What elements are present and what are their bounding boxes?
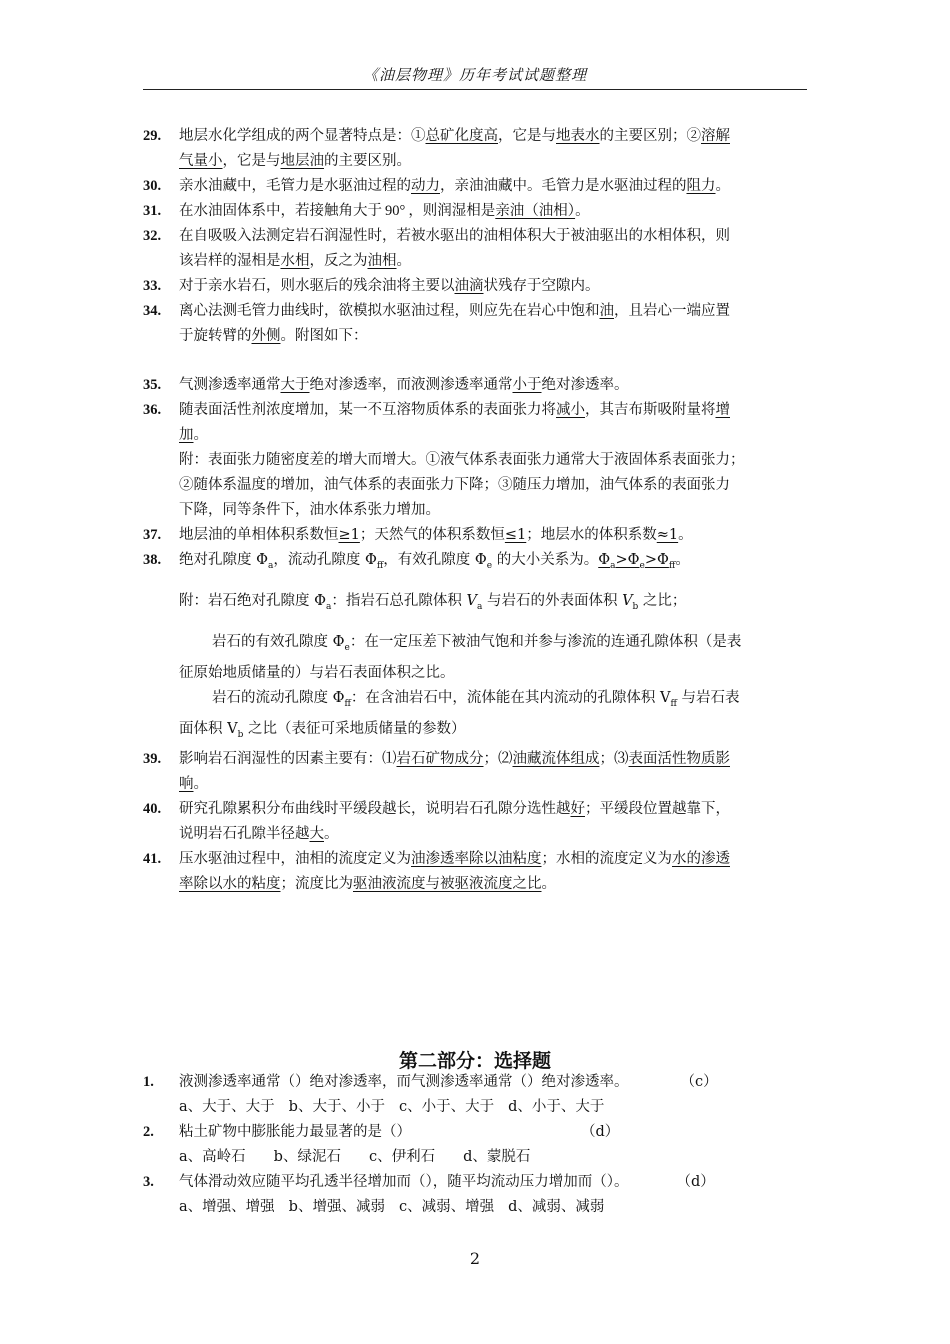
question-number: 40. [143,801,162,818]
question-text: 压水驱油过程中，油相的流度定义为 [179,851,411,868]
fill-in-section [143,124,807,897]
answer-key: （d） [676,1174,715,1190]
option: d、减弱、减弱 [508,1199,605,1215]
subscript: b [237,729,244,740]
answer: 油相 [367,253,397,269]
question-32 [143,224,807,274]
answer: 动力 [411,178,440,194]
math-symbol: V [622,592,633,609]
note-36-line2: ②随体系温度的增加，油气体系的表面张力下降；③随压力增加，油气体系的表面张力 [179,477,730,493]
answer: 地表水 [556,128,600,144]
answer-key: （c） [680,1074,718,1090]
note-38-flow [143,686,807,717]
angle-value: 90° [385,203,406,219]
answer: 总矿化度高 [425,128,498,144]
note-text: ：在一定压差下被油气饱和并参与渗流的连通孔隙体积（是表 [349,633,742,650]
question-34 [143,299,807,349]
question-33 [143,274,807,299]
question-text: ，它是与 [498,128,556,144]
answer [598,552,676,571]
question-text: 研究孔隙累积分布曲线时平缓段越长，说明岩石孔隙分选性越 [179,801,571,818]
question-number: 37. [143,527,162,543]
question-text: 影响岩石润湿性的因素主要有：⑴ [179,751,397,768]
mc-options-1 [143,1095,807,1120]
question-text: ；水相的流度定义为 [541,851,672,868]
question-text: 。 [193,427,208,443]
answer: 水相 [280,253,310,269]
mc-options-2 [143,1145,807,1170]
question-number: 39. [143,751,162,768]
answer: 外侧 [251,328,281,344]
question-text: 地层油的单相体积系数恒 [179,527,339,543]
option: d、小于、大于 [508,1099,605,1115]
note-text: 面体积 V [179,720,238,737]
question-text: ，则润湿相是 [408,203,496,219]
answer: ≈1 [656,527,679,543]
question-text: 亲水油藏中，毛管力是水驱油过程的 [179,178,411,194]
question-text: 在水油固体系中，若接触角大于 [179,203,382,219]
header-rule [143,89,807,90]
question-text: 于旋转臂的 [179,328,252,344]
option: a、增强、增强 [179,1199,275,1215]
figure-space [143,349,807,373]
mc-question-2 [143,1120,807,1145]
question-text: ，其吉布斯吸附量将 [585,402,716,418]
answer: 溶解 [701,128,730,144]
question-text: 气测渗透率通常 [179,377,281,393]
question-30 [143,174,807,199]
subscript: e [639,560,645,571]
subscript: e [344,642,350,653]
section-title: 第二部分：选择题 [398,1050,551,1072]
answer: 减小 [556,402,585,418]
note-38-absolute [143,589,807,620]
question-number: 2. [143,1124,154,1140]
question-number: 35. [143,377,162,393]
answer: 小于 [512,377,542,393]
option: c、小于、大于 [398,1099,495,1115]
note-text: ：指岩石总孔隙体积 [331,592,467,609]
page-header-title: 《油层物理》历年考试试题整理 [362,66,587,84]
subscript: a [610,560,616,571]
question-35 [143,373,807,398]
question-39 [143,747,807,797]
question-text: ，它是与 [222,153,281,169]
answer-part: >Φ [615,552,640,568]
answer: 水的渗透 [672,851,730,868]
answer: 阻力 [686,178,716,194]
question-text: 。 [715,178,730,194]
option: b、增强、减弱 [288,1199,385,1215]
answer: 表面活性物质影 [628,751,730,768]
question-text: 绝对孔隙度 Φ [179,552,268,568]
question-text: 。附图如下： [280,328,368,344]
question-text: 状残存于空隙内。 [483,278,600,294]
option: a、高岭石 [179,1149,246,1165]
answer-part: Φ [598,552,611,568]
note-38-flow-cont [143,717,807,748]
option: c、伊利石 [368,1149,436,1165]
subscript: ff [376,560,384,571]
question-38 [143,548,807,579]
question-text: 在自吸吸入法测定岩石润湿性时，若被水驱出的油相体积大于被油驱出的水相体积，则 [179,228,730,244]
question-number: 41. [143,851,162,868]
subscript: a [268,560,274,571]
answer: ≥1 [338,527,360,543]
question-text: ，且岩心一端应置 [614,303,730,319]
note-38-effective-cont: 征原始地质储量的）与岩石表面体积之比。 [179,664,455,681]
option: b、绿泥石 [273,1149,341,1165]
question-text: 的大小关系为。 [492,552,599,568]
question-text: ；⑶ [599,751,629,768]
answer: 加 [179,427,194,443]
question-text: ，亲油油藏中。毛管力是水驱油过程的 [440,178,687,194]
question-text: 。 [675,552,690,568]
question-number: 38. [143,552,162,568]
question-number: 1. [143,1074,154,1090]
answer: 驱油液流度与被驱液流度之比 [353,876,542,893]
option: a、大于、大于 [179,1099,275,1115]
multiple-choice-section [143,1070,807,1220]
option: d、蒙脱石 [463,1149,531,1165]
subscript: e [486,560,493,571]
answer: 亲油（油相） [495,203,576,219]
answer: 增 [715,402,730,418]
question-31 [143,199,807,224]
question-text: 粘土矿物中膨胀能力最显著的是（） [179,1124,411,1140]
question-text: 液测渗透率通常（）绝对渗透率，而气测渗透率通常（）绝对渗透率。 [179,1074,629,1090]
question-number: 3. [143,1174,154,1190]
answer: 油 [599,303,614,319]
answer: 油渗透率除以油粘度 [411,851,542,868]
question-text: 说明岩石孔隙半径越 [179,826,310,843]
question-number: 36. [143,402,162,418]
subscript: a [326,601,332,612]
subscript: ff [344,698,351,709]
question-37 [143,523,807,548]
question-text: 。 [396,253,411,269]
question-text: ，反之为 [309,253,368,269]
math-symbol: V [466,592,477,609]
question-text: 对于亲水岩石，则水驱后的残余油将主要以 [179,278,455,294]
question-text: ；流度比为 [280,876,353,893]
subscript: b [632,601,639,612]
answer: 油藏流体组成 [512,751,600,768]
note-36-line1: 附：表面张力随密度差的增大而增大。①液气体系表面张力通常大于液固体系表面张力； [179,452,745,468]
note-text: 附：岩石绝对孔隙度 Φ [179,592,326,609]
question-text: 。 [678,527,693,543]
question-number: 34. [143,303,162,319]
question-text: ；⑵ [483,751,513,768]
answer: 响 [179,776,194,793]
question-text: 。 [193,776,208,793]
question-number: 29. [143,128,162,144]
question-text: 。 [324,826,339,843]
note-36-line3: 下降，同等条件下，油水体系张力增加。 [179,502,440,518]
answer: ≤1 [504,527,527,543]
question-text: 的主要区别；② [599,128,701,144]
option: b、大于、小于 [288,1099,385,1115]
question-number: 32. [143,228,162,244]
answer-key: （d） [581,1124,620,1140]
answer: 气量小 [179,153,223,169]
question-text: 地层水化学组成的两个显著特点是：① [179,128,426,144]
question-text: 离心法测毛管力曲线时，欲模拟水驱油过程，则应先在岩心中饱和 [179,303,600,319]
subscript: ff [668,560,676,571]
note-text: ：在含油岩石中，流体能在其内流动的孔隙体积 V [350,689,671,706]
question-text: 。 [541,876,556,893]
question-text: ，流动孔隙度 Φ [273,552,377,568]
note-text: 与岩石的外表面体积 [482,592,623,609]
answer: 大于 [280,377,310,393]
subscript: ff [670,698,677,709]
question-29 [143,124,807,174]
question-text: 的主要区别。 [324,153,411,169]
question-41 [143,847,807,897]
note-text: 岩石的流动孔隙度 Φ [212,689,345,706]
question-text: ；天然气的体积系数恒 [359,527,505,543]
note-text: 与岩石表 [676,689,740,706]
answer: 率除以水的粘度 [179,876,281,893]
question-text: ；平缓段位置越靠下， [585,801,730,818]
mc-question-3 [143,1170,807,1195]
answer: 油滴 [454,278,484,294]
note-text: 之比（表征可采地质储量的参数） [243,720,466,737]
question-number: 31. [143,203,162,219]
answer: 大 [309,826,324,843]
question-text: ，有效孔隙度 Φ [383,552,487,568]
question-number: 33. [143,278,162,294]
question-text: 随表面活性剂浓度增加，某一不互溶物质体系的表面张力将 [179,402,556,418]
note-text: 之比； [638,592,687,609]
question-text: 绝对渗透率，而液测渗透率通常 [309,377,513,393]
question-number: 30. [143,178,162,194]
question-40 [143,797,807,847]
question-36 [143,398,807,448]
question-text: 该岩样的湿相是 [179,253,281,269]
question-text: ；地层水的体积系数 [526,527,657,543]
note-38-effective [143,630,807,661]
note-text: 岩石的有效孔隙度 Φ [212,633,345,650]
page-number: 2 [469,1249,481,1268]
answer: 地层油 [280,153,324,169]
question-text: 绝对渗透率。 [541,377,629,393]
option: c、减弱、增强 [398,1199,495,1215]
question-text: 。 [575,203,590,219]
subscript: a [476,601,483,612]
mc-options-3 [143,1195,807,1220]
mc-question-1 [143,1070,807,1095]
answer-part: >Φ [644,552,669,568]
answer: 好 [570,801,585,818]
answer: 岩石矿物成分 [396,751,484,768]
question-text: 气体滑动效应随平均孔透半径增加而（），随平均流动压力增加而（）。 [179,1174,629,1190]
